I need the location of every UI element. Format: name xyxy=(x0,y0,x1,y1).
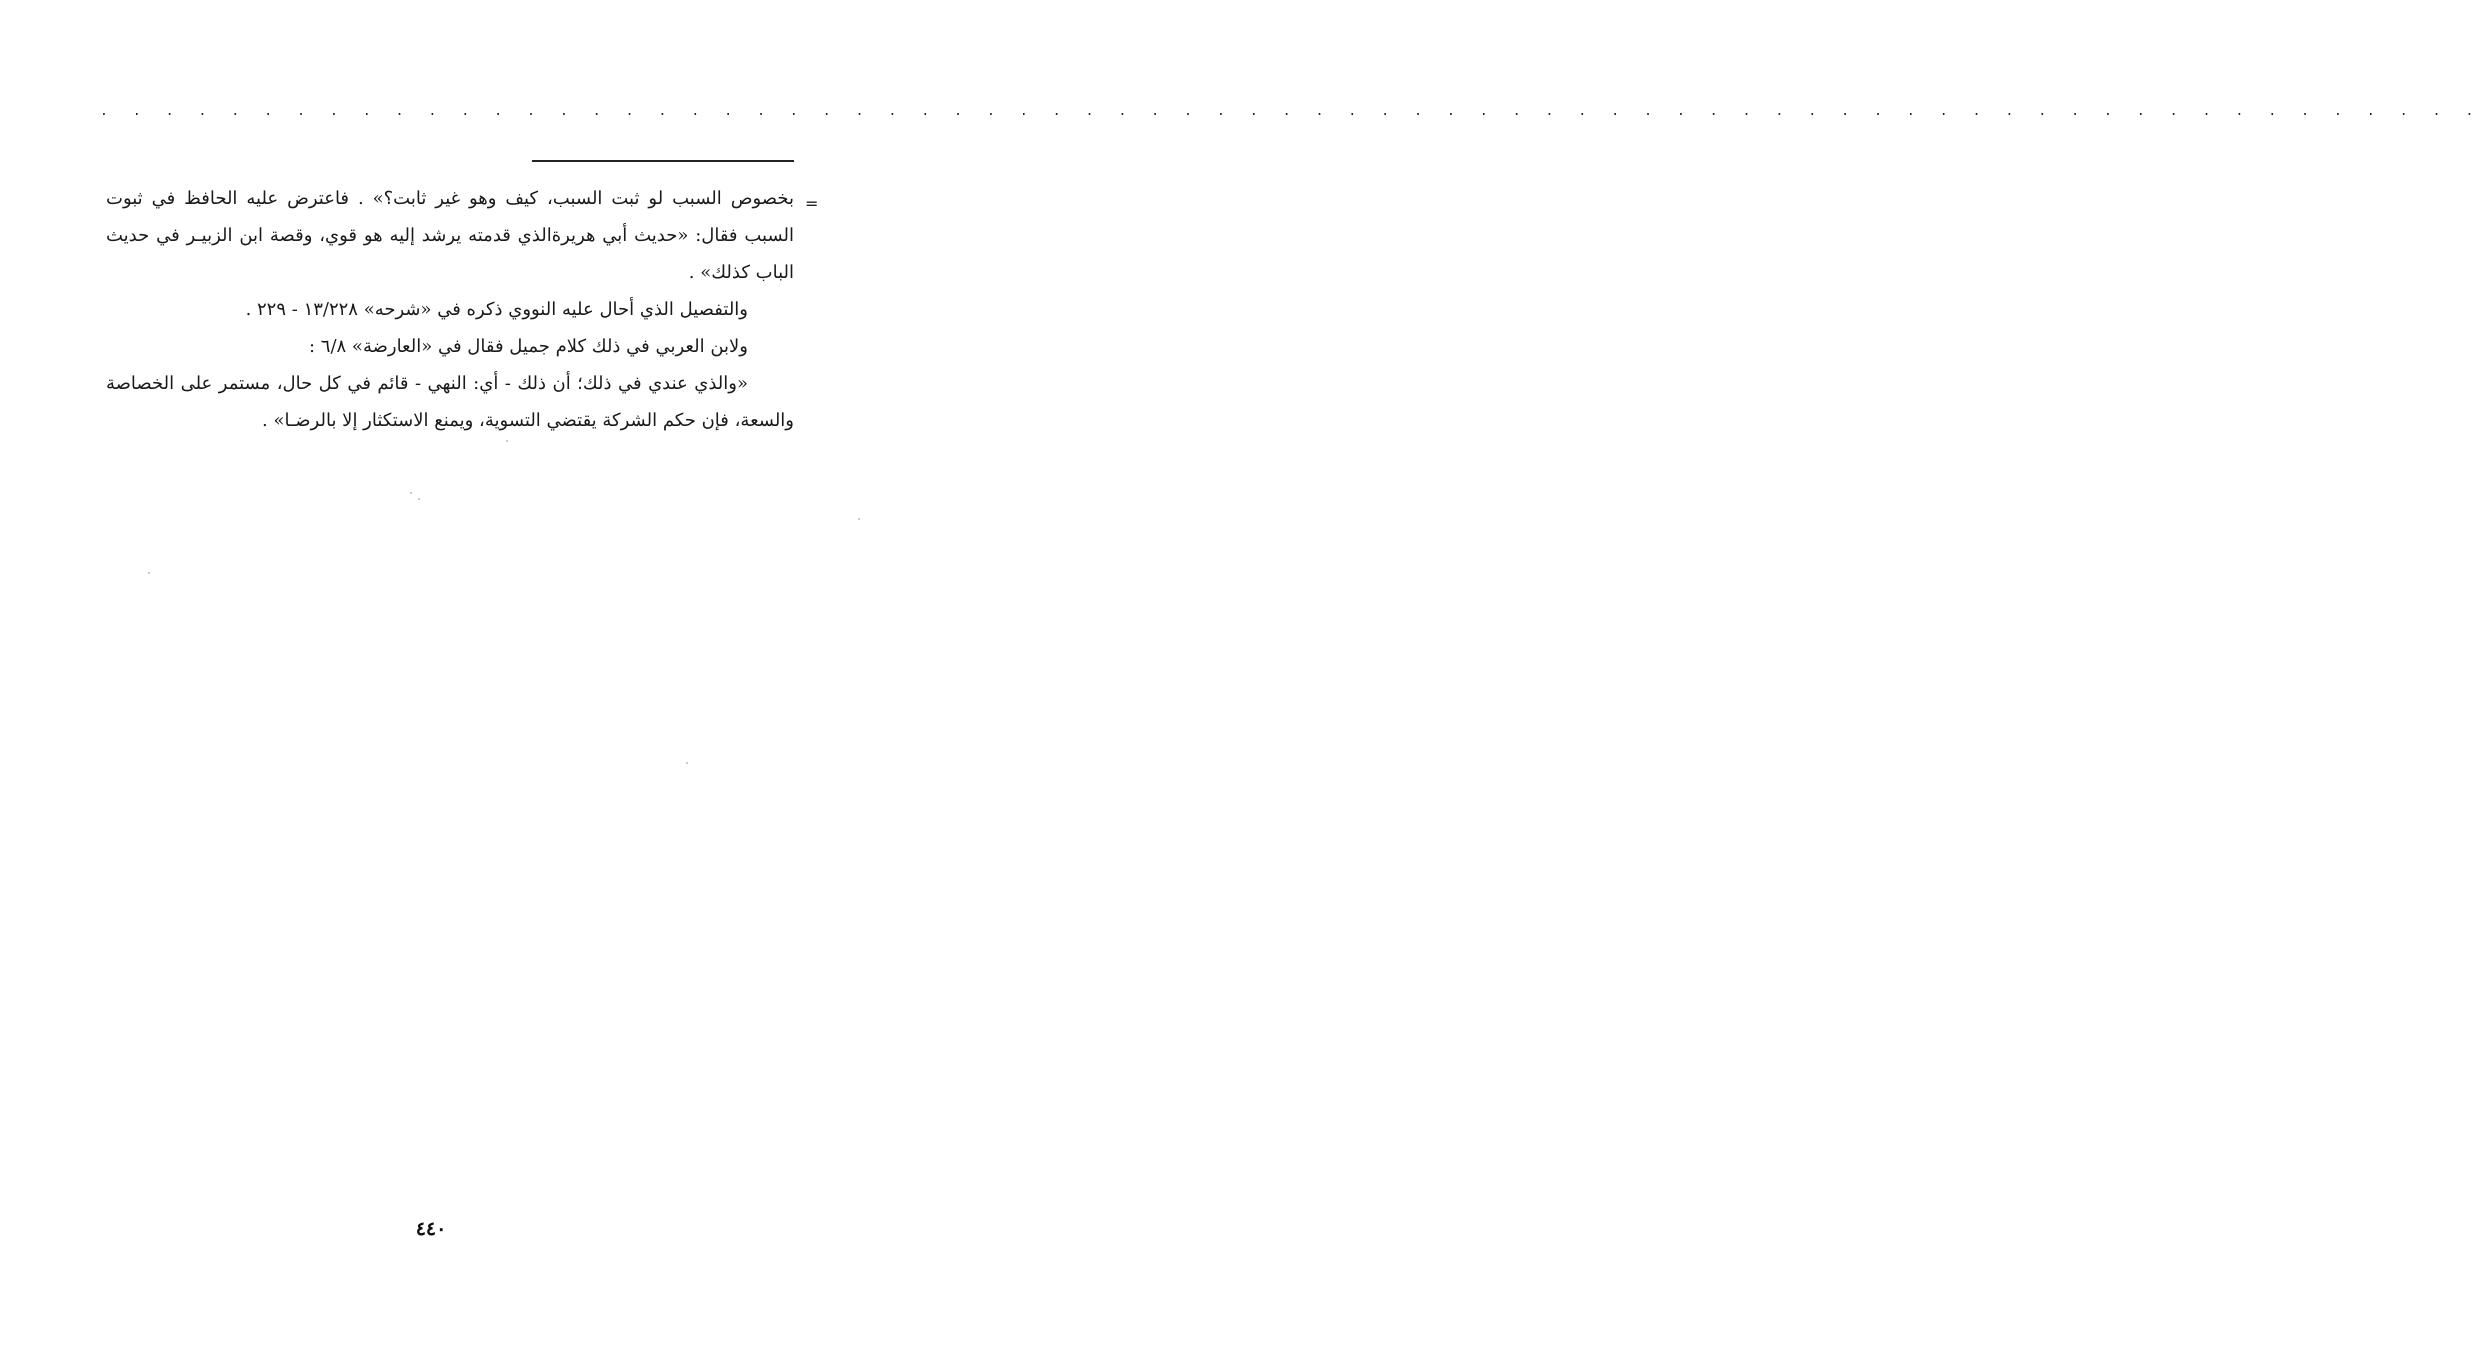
footnote-separator-rule xyxy=(532,160,794,162)
scan-speck xyxy=(858,518,860,520)
scan-speck xyxy=(686,762,688,764)
scan-speck xyxy=(418,498,420,500)
page-number: ٤٤٠ xyxy=(415,1218,447,1240)
header-dotted-line: . . . . . . . . . . . . . . . . . . . . . . . . . . . . . . . . . . . . . . . . . . . . . . . . . . . . . . . . . . . . . . . . . . . . . . . . . xyxy=(100,104,2482,119)
footnote-body xyxy=(106,180,794,439)
footnote-continuation-mark: = xyxy=(805,194,819,213)
footnote-paragraph: والتفصيل الذي أحال عليه النووي ذكره في «شرحه» ١٣/٢٢٨ - ٢٢٩ . xyxy=(245,299,748,320)
footnote-paragraph: بخصوص السبب لو ثبت السبب، كيف وهو غير ثابت؟» . فاعترض عليه الحافظ في ثبوت السبب فقال: «حديث أبي هريرةالذي قدمته يرشد إليه هو قوي، وقصة ابن الزبيـر في حديث الباب كذلك» . xyxy=(106,188,794,283)
scan-speck xyxy=(148,572,150,574)
scan-speck xyxy=(410,492,412,494)
scan-speck xyxy=(506,440,508,442)
footnote-paragraph: «والذي عندي في ذلك؛ أن ذلك - أي: النهي - قائم في كل حال، مستمر على الخصاصة والسعة، فإن حكم الشركة يقتضي التسوية، ويمنع الاستكثار إلا بالرضـا» . xyxy=(106,373,794,431)
footnote-paragraph: ولابن العربي في ذلك كلام جميل فقال في «العارضة» ٦/٨ : xyxy=(309,336,748,357)
